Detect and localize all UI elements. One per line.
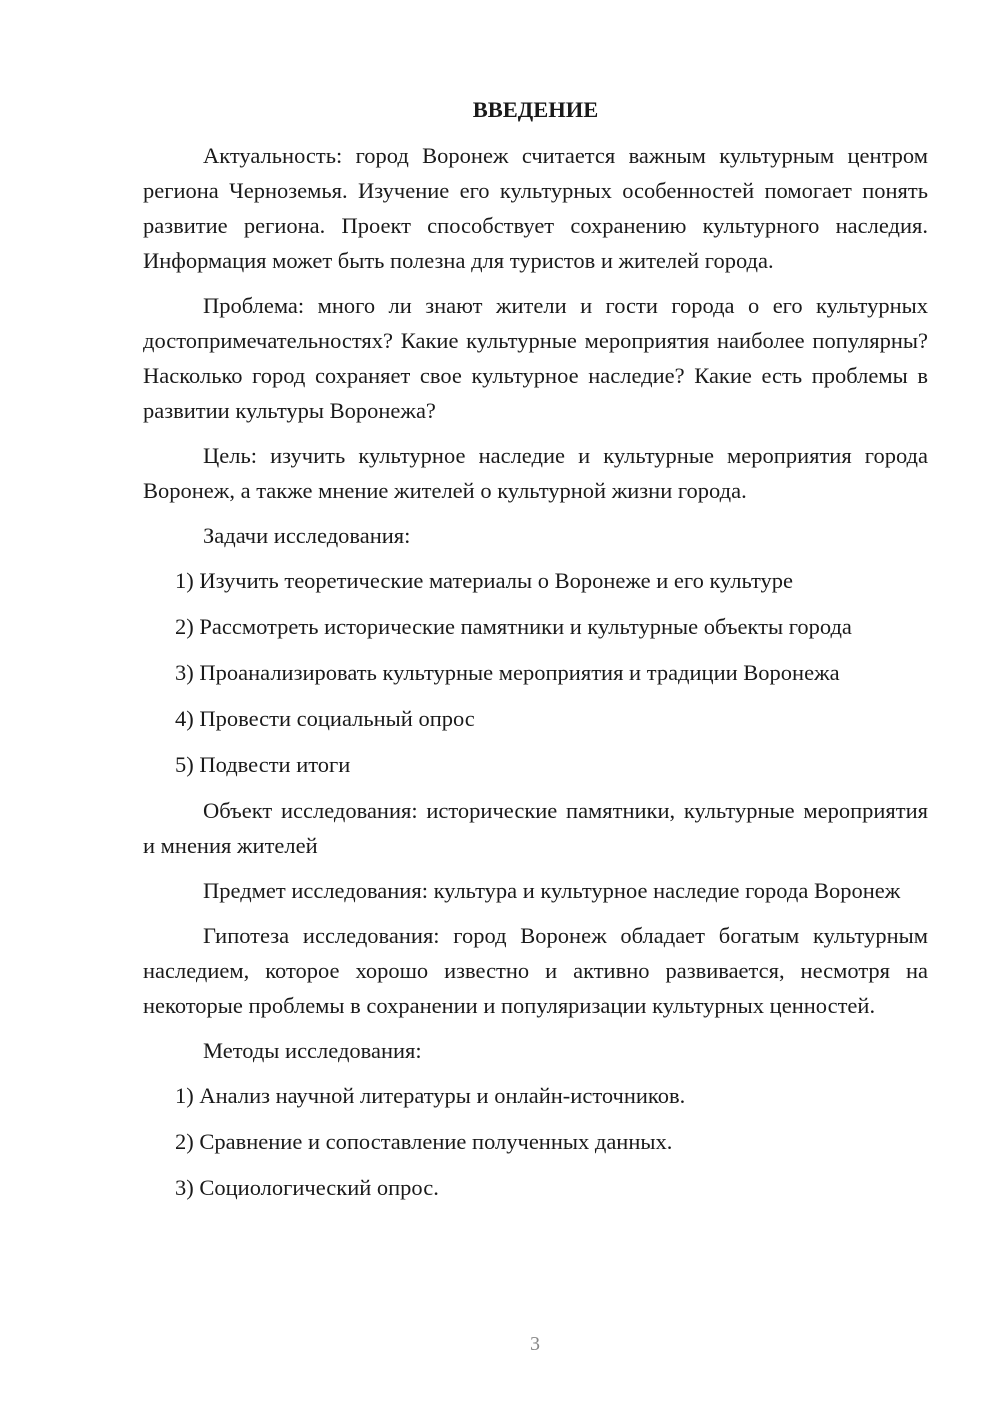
hypothesis-paragraph: Гипотеза исследования: город Воронеж обладает богатым культурным наследием, которое хорошо известно и активно развивается, несмотря на некоторые проблемы в сохранении и популяризации культурных ценностей. xyxy=(143,923,928,1018)
tasks-heading: Задачи исследования: xyxy=(203,523,411,548)
methods-list xyxy=(143,1078,928,1206)
section-title: ВВЕДЕНИЕ xyxy=(472,97,599,122)
list-item: 2) Сравнение и сопоставление полученных данных. xyxy=(175,1129,673,1154)
subject-paragraph: Предмет исследования: культура и культурное наследие города Воронеж xyxy=(203,878,901,903)
list-item: 1) Анализ научной литературы и онлайн-источников. xyxy=(175,1083,686,1108)
methods-heading: Методы исследования: xyxy=(203,1038,422,1063)
list-item: 3) Социологический опрос. xyxy=(175,1175,439,1200)
object-paragraph: Объект исследования: исторические памятники, культурные мероприятия и мнения жителей xyxy=(143,798,928,858)
relevance-paragraph: Актуальность: город Воронеж считается важным культурным центром региона Черноземья. Изучение его культурных особенностей помогает понять развитие региона. Проект способствует сохранению культурного наследия. Информация может быть полезна для туристов и жителей города. xyxy=(143,143,928,273)
list-item: 5) Подвести итоги xyxy=(175,752,351,777)
problem-paragraph: Проблема: много ли знают жители и гости города о его культурных достопримечательностях? Какие культурные мероприятия наиболее популярны? Насколько город сохраняет свое культурное наследие? Какие есть проблемы в развитии культуры Воронежа? xyxy=(143,293,928,423)
list-item: 2) Рассмотреть исторические памятники и культурные объекты города xyxy=(175,614,852,639)
page-number: 3 xyxy=(530,1333,540,1355)
tasks-list xyxy=(143,563,928,783)
list-item: 4) Провести социальный опрос xyxy=(175,706,475,731)
goal-paragraph: Цель: изучить культурное наследие и культурные мероприятия города Воронеж, а также мнение жителей о культурной жизни города. xyxy=(143,443,928,503)
list-item: 3) Проанализировать культурные мероприятия и традиции Воронежа xyxy=(175,660,840,685)
document-body xyxy=(143,92,928,1216)
list-item: 1) Изучить теоретические материалы о Воронеже и его культуре xyxy=(175,568,793,593)
